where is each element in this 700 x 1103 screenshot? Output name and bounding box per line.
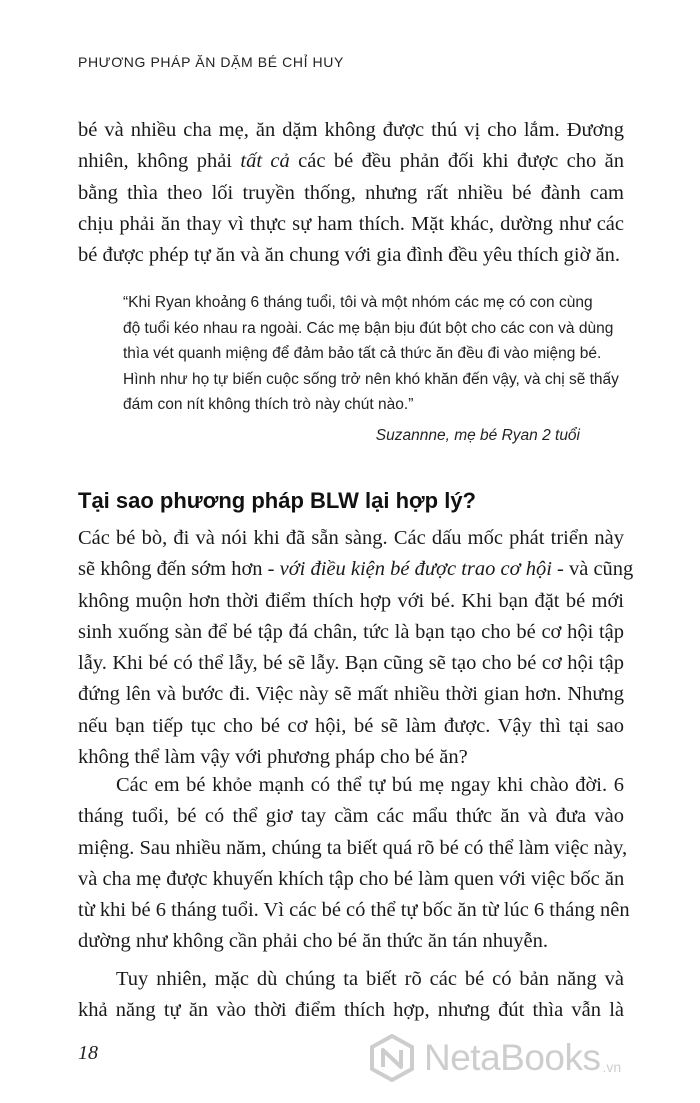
paragraph-2 xyxy=(78,523,634,773)
text-line: chịu phải ăn thay vì thực sự ham thích. Mặt khác, dường như các xyxy=(78,212,624,235)
paragraph-3 xyxy=(78,770,630,958)
text-line: sinh xuống sàn để bé tập đá chân, tức là bạn tạo cho bé cơ hội tập xyxy=(78,620,624,643)
text-line: từ khi bé 6 tháng tuổi. Vì các bé có thể tự bốc ăn từ lúc 6 tháng nên xyxy=(78,899,630,922)
watermark-brand: NetaBooks xyxy=(424,1037,601,1078)
text-line: nếu bạn tiếp tục cho bé cơ hội, bé sẽ làm được. Vậy thì tại sao xyxy=(78,714,624,737)
quote-line: thìa vét quanh miệng để đảm bảo tất cả thức ăn đều đi vào miệng bé. xyxy=(123,345,602,362)
text-line: bé được phép tự ăn và ăn chung với gia đình đều yêu thích giờ ăn. xyxy=(78,244,621,267)
section-heading: Tại sao phương pháp BLW lại hợp lý? xyxy=(78,488,476,513)
quote-line: Hình như họ tự biến cuộc sống trở nên khó khăn đến vậy, và chị sẽ thấy xyxy=(123,370,619,388)
text-line: không muộn hơn thời điểm thích hợp với bé. Khi bạn đặt bé mới xyxy=(78,589,624,612)
text-line: đứng lên và bước đi. Việc này sẽ mất nhiều thời gian hơn. Nhưng xyxy=(78,683,624,706)
quote-line: độ tuổi kéo nhau ra ngoài. Các mẹ bận bịu đút bột cho các con và dùng xyxy=(123,319,614,337)
text-line: dường như không cần phải cho bé ăn thức ăn tán nhuyễn. xyxy=(78,930,548,953)
text-line: lẫy. Khi bé có thể lẫy, bé sẽ lẫy. Bạn cũng sẽ tạo cho bé cơ hội tập xyxy=(78,652,624,675)
text-line: Các em bé khỏe mạnh có thể tự bú mẹ ngay khi chào đời. 6 xyxy=(116,774,624,796)
block-quote xyxy=(123,290,619,418)
quote-attribution: Suzannne, mẹ bé Ryan 2 tuổi xyxy=(375,427,580,444)
text-line: miệng. Sau nhiều năm, chúng ta biết quá rõ bé có thể làm việc này, xyxy=(78,836,628,859)
watermark-tld: .vn xyxy=(602,1059,622,1075)
paragraph-4 xyxy=(78,964,624,1027)
quote-line: đám con nít không thích trò này chút nào.” xyxy=(123,396,414,413)
emphasis: tất cả xyxy=(240,150,290,173)
text-line: nhiên, không phải tất cả các bé đều phản đối khi được cho ăn xyxy=(78,150,625,173)
text-line: không thể làm vậy với phương pháp cho bé ăn? xyxy=(78,746,468,769)
text-line: Tuy nhiên, mặc dù chúng ta biết rõ các bé có bản năng và xyxy=(116,968,624,990)
text-line: bé và nhiều cha mẹ, ăn dặm không được thú vị cho lắm. Đương xyxy=(78,119,624,141)
text-line: và cha mẹ được khuyến khích tập cho bé làm quen với việc bốc ăn xyxy=(78,867,625,890)
text-line: bằng thìa theo lối truyền thống, nhưng rất nhiều bé đành cam xyxy=(78,181,624,204)
emphasis: với điều kiện bé được trao cơ hội xyxy=(279,558,552,581)
paragraph-1 xyxy=(78,115,624,271)
text-line: tháng tuổi, bé có thể giơ tay cầm các mẩu thức ăn và đưa vào xyxy=(78,805,624,828)
watermark xyxy=(368,1028,690,1088)
neta-logo-icon xyxy=(368,1034,416,1082)
text-line: khả năng tự ăn vào thời điểm thích hợp, nhưng đút thìa vẫn là xyxy=(78,999,624,1022)
running-header: PHƯƠNG PHÁP ĂN DẶM BÉ CHỈ HUY xyxy=(78,54,344,70)
page-number: 18 xyxy=(78,1042,98,1064)
text-line: Các bé bò, đi và nói khi đã sẵn sàng. Các dấu mốc phát triển này xyxy=(78,527,624,549)
quote-line: “Khi Ryan khoảng 6 tháng tuổi, tôi và một nhóm các mẹ có con cùng xyxy=(123,294,593,311)
text-line: sẽ không đến sớm hơn - với điều kiện bé được trao cơ hội - và cũng xyxy=(78,558,634,581)
